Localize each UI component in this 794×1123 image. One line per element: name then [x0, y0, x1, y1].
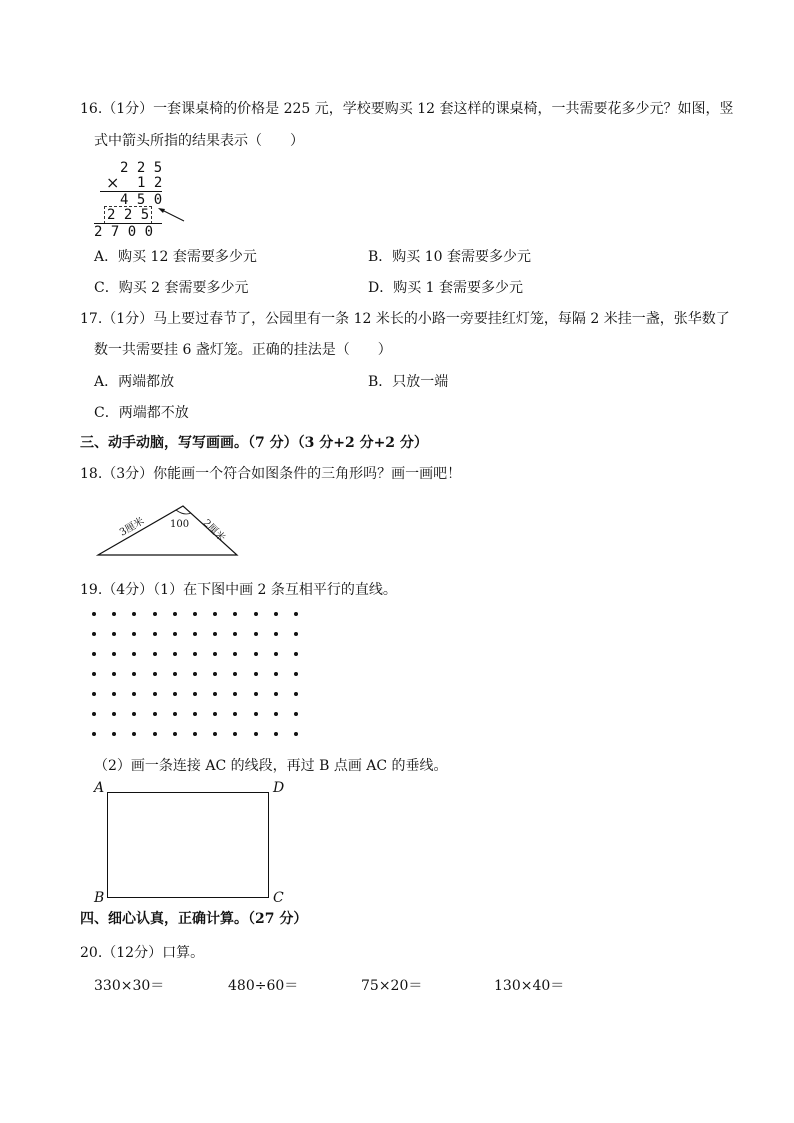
grid-dot	[233, 712, 237, 716]
vertical-multiplication	[90, 160, 190, 240]
dot-grid[interactable]	[88, 608, 308, 728]
grid-dot	[294, 692, 298, 696]
grid-dot	[112, 692, 116, 696]
vertex-d-label: D	[273, 780, 285, 796]
grid-dot	[173, 652, 177, 656]
q16-option-a[interactable]: A．购买 12 套需要多少元	[94, 249, 257, 265]
grid-dot	[92, 672, 96, 676]
grid-dot	[173, 712, 177, 716]
grid-dot	[213, 632, 217, 636]
grid-dot	[233, 652, 237, 656]
grid-dot	[193, 732, 197, 736]
grid-dot	[213, 692, 217, 696]
grid-dot	[274, 612, 278, 616]
grid-dot	[132, 692, 136, 696]
triangle-angle-label: 100	[170, 519, 190, 530]
grid-dot	[294, 712, 298, 716]
q20-item-3[interactable]: 75×20＝	[361, 978, 423, 994]
grid-dot	[132, 732, 136, 736]
grid-dot	[153, 712, 157, 716]
calc-row1: 2 2 5	[120, 160, 163, 176]
grid-dot	[92, 652, 96, 656]
grid-dot	[132, 652, 136, 656]
grid-dot	[92, 632, 96, 636]
q17-option-c[interactable]: C．两端都不放	[94, 405, 189, 421]
grid-dot	[112, 732, 116, 736]
rectangle-abcd[interactable]	[107, 792, 269, 898]
grid-dot	[294, 732, 298, 736]
grid-dot	[132, 612, 136, 616]
grid-dot	[274, 652, 278, 656]
grid-dot	[153, 652, 157, 656]
grid-dot	[132, 672, 136, 676]
q20-item-4[interactable]: 130×40＝	[494, 978, 565, 994]
q17-option-b[interactable]: B．只放一端	[368, 374, 449, 390]
grid-dot	[193, 652, 197, 656]
times-sign: ×	[106, 173, 120, 192]
q17-option-a[interactable]: A．两端都放	[94, 374, 175, 390]
vertex-b-label: B	[94, 890, 105, 906]
grid-dot	[254, 672, 258, 676]
grid-dot	[153, 672, 157, 676]
section-4-heading: 四、细心认真，正确计算。（27 分）	[80, 911, 308, 927]
grid-dot	[153, 632, 157, 636]
grid-dot	[233, 672, 237, 676]
q17-text-line2: 数一共需要挂 6 盏灯笼。正确的挂法是（ ）	[94, 342, 392, 358]
grid-dot	[173, 632, 177, 636]
grid-dot	[274, 692, 278, 696]
grid-dot	[112, 712, 116, 716]
q17-text-line1: 17.（1分）马上要过春节了，公园里有一条 12 米长的小路一旁要挂红灯笼，每隔 2 米挂一盏，张华数了	[80, 311, 730, 327]
grid-dot	[173, 672, 177, 676]
grid-dot	[92, 732, 96, 736]
q19-part2-text: （2）画一条连接 AC 的线段，再过 B 点画 AC 的垂线。	[94, 758, 448, 774]
q20-item-2[interactable]: 480÷60＝	[228, 978, 299, 994]
grid-dot	[213, 612, 217, 616]
grid-dot	[112, 612, 116, 616]
q16-text-line1: 16.（1分）一套课桌椅的价格是 225 元，学校要购买 12 套这样的课桌椅，一共需要花多少元？如图，竖	[80, 101, 734, 117]
grid-dot	[233, 732, 237, 736]
grid-dot	[254, 652, 258, 656]
triangle-side-right-label: 2厘米	[200, 517, 227, 545]
grid-dot	[112, 652, 116, 656]
grid-dot	[92, 612, 96, 616]
grid-dot	[92, 692, 96, 696]
grid-dot	[193, 692, 197, 696]
grid-dot	[274, 632, 278, 636]
q20-text: 20.（12分）口算。	[80, 945, 205, 961]
grid-dot	[254, 612, 258, 616]
grid-dot	[153, 732, 157, 736]
grid-dot	[132, 632, 136, 636]
grid-dot	[213, 672, 217, 676]
grid-dot	[294, 652, 298, 656]
grid-dot	[213, 732, 217, 736]
grid-dot	[112, 632, 116, 636]
grid-dot	[294, 632, 298, 636]
q20-item-1[interactable]: 330×30＝	[94, 978, 165, 994]
q16-option-c[interactable]: C．购买 2 套需要多少元	[94, 280, 249, 296]
grid-dot	[153, 612, 157, 616]
calc-row2: 1 2	[137, 175, 163, 191]
grid-dot	[193, 632, 197, 636]
grid-dot	[173, 692, 177, 696]
grid-dot	[213, 712, 217, 716]
grid-dot	[274, 732, 278, 736]
q16-text-line2: 式中箭头所指的结果表示（ ）	[94, 133, 304, 149]
grid-dot	[254, 692, 258, 696]
grid-dot	[274, 712, 278, 716]
grid-dot	[294, 672, 298, 676]
q16-option-b[interactable]: B．购买 10 套需要多少元	[368, 249, 532, 265]
grid-dot	[213, 652, 217, 656]
grid-dot	[193, 612, 197, 616]
calc-row5: 2 7 0 0	[94, 224, 154, 240]
arrow-icon	[156, 204, 186, 224]
grid-dot	[193, 672, 197, 676]
section-3-heading: 三、动手动脑，写写画画。（7 分）（3 分+2 分+2 分）	[80, 435, 428, 451]
grid-dot	[153, 692, 157, 696]
triangle-side-left-label: 3厘米	[118, 515, 147, 539]
grid-dot	[233, 632, 237, 636]
grid-dot	[233, 612, 237, 616]
q19-text: 19.（4分）（1）在下图中画 2 条互相平行的直线。	[80, 582, 397, 598]
grid-dot	[233, 692, 237, 696]
triangle-figure	[96, 500, 246, 560]
grid-dot	[254, 732, 258, 736]
grid-dot	[193, 712, 197, 716]
grid-dot	[294, 612, 298, 616]
grid-dot	[173, 612, 177, 616]
grid-dot	[132, 712, 136, 716]
grid-dot	[254, 632, 258, 636]
grid-dot	[112, 672, 116, 676]
q16-option-d[interactable]: D．购买 1 套需要多少元	[368, 280, 524, 296]
q18-text: 18.（3分）你能画一个符合如图条件的三角形吗？画一画吧！	[80, 466, 462, 482]
calc-row4: 2 2 5	[104, 206, 152, 224]
vertex-a-label: A	[94, 780, 105, 796]
grid-dot	[92, 712, 96, 716]
vertex-c-label: C	[273, 890, 284, 906]
grid-dot	[254, 712, 258, 716]
grid-dot	[274, 672, 278, 676]
grid-dot	[173, 732, 177, 736]
calc-row3: 4 5 0	[120, 192, 163, 208]
